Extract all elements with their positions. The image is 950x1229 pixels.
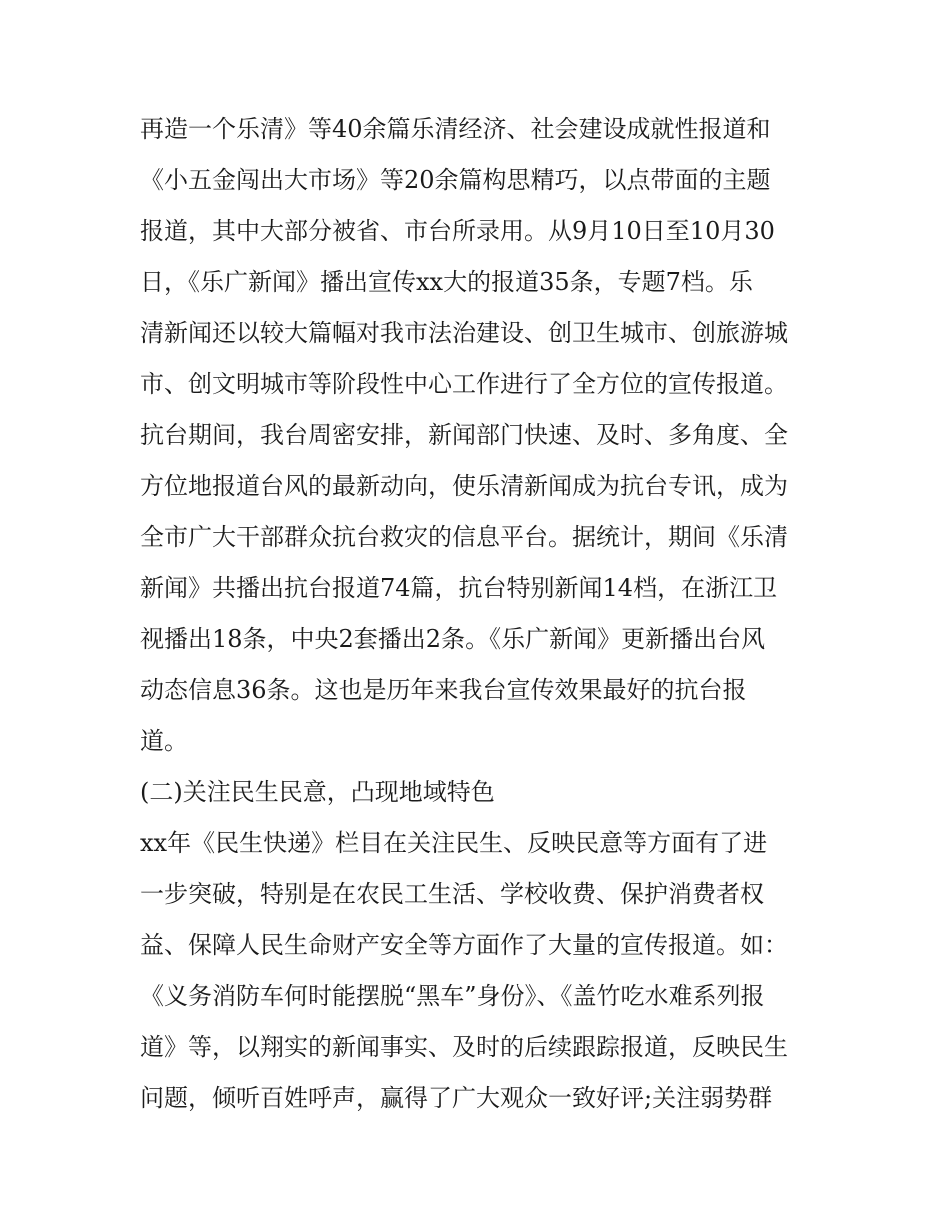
text-line: 《义务消防车何时能摆脱“黑车”身份》、《盖竹吃水难系列报 [140, 982, 765, 1010]
text-line: 《小五金闯出大市场》等20余篇构思精巧，以点带面的主题 [140, 166, 771, 194]
text-line: 新闻》共播出抗台报道74篇，抗台特别新闻14档，在浙江卫 [140, 574, 778, 602]
text-line: 市、创文明城市等阶段性中心工作进行了全方位的宣传报道。 [140, 370, 788, 398]
text-line: 再造一个乐清》等40余篇乐清经济、社会建设成就性报道和 [140, 115, 771, 143]
text-line: 视播出18条，中央2套播出2条。《乐广新闻》更新播出台风 [140, 625, 766, 653]
text-line: 日，《乐广新闻》播出宣传xx大的报道35条，专题7档。乐 [140, 268, 753, 296]
text-line: 清新闻还以较大篇幅对我市法治建设、创卫生城市、创旅游城 [140, 319, 788, 347]
text-line: 道。 [140, 727, 188, 755]
text-line: 报道，其中大部分被省、市台所录用。从9月10日至10月30 [140, 217, 775, 245]
body-text [140, 104, 820, 1124]
text-line: 抗台期间，我台周密安排，新闻部门快速、及时、多角度、全 [140, 421, 788, 449]
text-line: 方位地报道台风的最新动向，使乐清新闻成为抗台专讯，成为 [140, 472, 788, 500]
section-heading: (二)关注民生民意，凸现地域特色 [140, 778, 495, 806]
text-line: 益、保障人民生命财产安全等方面作了大量的宣传报道。如： [140, 931, 788, 959]
text-line: xx年《民生快递》栏目在关注民生、反映民意等方面有了进 [140, 829, 768, 857]
text-line: 问题，倾听百姓呼声，赢得了广大观众一致好评;关注弱势群 [140, 1084, 773, 1112]
text-line: 道》等，以翔实的新闻事实、及时的后续跟踪报道，反映民生 [140, 1033, 788, 1061]
text-line: 一步突破，特别是在农民工生活、学校收费、保护消费者权 [140, 880, 764, 908]
text-line: 全市广大干部群众抗台救灾的信息平台。据统计，期间《乐清 [140, 523, 788, 551]
text-line: 动态信息36条。这也是历年来我台宣传效果最好的抗台报 [140, 676, 747, 704]
